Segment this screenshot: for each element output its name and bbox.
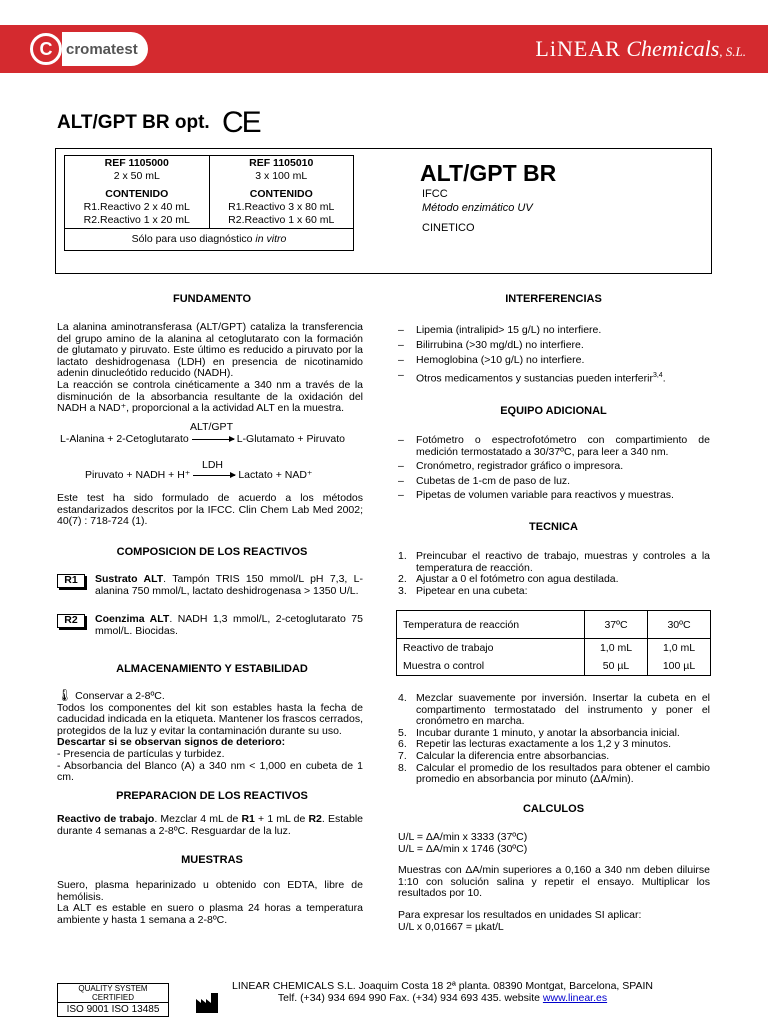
quality-certification: QUALITY SYSTEM CERTIFIED ISO 9001 ISO 13485 xyxy=(57,983,169,1017)
preparacion-text: Reactivo de trabajo. Mezclar 4 mL de R1 + 1 mL de R2. Estable durante 4 semanas a 2-8ºC. Resguardar de la luz. xyxy=(57,813,363,837)
list-item: 2. Ajustar a 0 el fotómetro con agua destilada. xyxy=(398,573,619,586)
list-item: 3. Pipetear en una cubeta: xyxy=(398,584,528,597)
product-info-box xyxy=(55,148,712,274)
interferencias-heading: INTERFERENCIAS xyxy=(505,293,602,305)
reaction-1: L-Alanina + 2-Cetoglutarato L-Glutamato + Piruvato xyxy=(60,433,345,445)
list-item: 4. Mezclar suavemente por inversión. Insertar la cubeta en el compartimento termostatado del instrumento y poner el cronómetro en marcha. xyxy=(398,692,710,728)
main-title: ALT/GPT BR xyxy=(420,160,557,186)
list-item: – Cubetas de 1-cm de paso de luz. xyxy=(398,476,710,488)
calculos-text: U/L = ΔA/min x 3333 (37ºC) U/L = ΔA/min x 1746 (30ºC) Muestras con ΔA/min superiores a 0,160 a 340 nm deben diluirse 1:10 con solución salina y repetir el ensayo. Multiplicar los resultados por 10. Para expresar los resultados en unidades SI aplicar: U/L x 0,01667 = µkat/L xyxy=(398,831,710,933)
cromatest-logo xyxy=(30,32,148,66)
list-item: 5. Incubar durante 1 minuto, y anotar la absorbancia inicial. xyxy=(398,726,680,739)
fundamento-text: La alanina aminotransferasa (ALT/GPT) cataliza la transferencia del grupo amino de la alanina al cetoglutarato con la formación de glutamato y piruvato. Este último es reducido a piruvato por la lactato deshidrogenasa (LDH) en presencia de nicotinamido adenin dinucleótido reducido (NADH). La reacción se controla cinéticamente a 340 nm a través de la disminución de la absorbancia resultante de la oxidación del NADH a NAD⁺, proporcional a la actividad ALT en la muestra. xyxy=(57,321,363,415)
equipo-heading: EQUIPO ADICIONAL xyxy=(500,405,607,417)
arrow-icon xyxy=(192,439,234,440)
list-item: – Lipemia (intralipid> 15 g/L) no interfiere. xyxy=(398,323,710,338)
list-item: – Hemoglobina (>10 g/L) no interfiere. xyxy=(398,353,710,368)
tecnica-steps-b xyxy=(398,693,710,786)
almacenamiento-heading: ALMACENAMIENTO Y ESTABILIDAD xyxy=(116,663,308,675)
tecnica-heading: TECNICA xyxy=(529,521,578,533)
thermometer-icon: 🌡 xyxy=(57,688,73,702)
diagnostic-note: Sólo para uso diagnóstico in vitro xyxy=(65,229,354,251)
calculos-heading: CALCULOS xyxy=(522,803,585,815)
list-item: – Fotómetro o espectrofotómetro con compartimiento de medición termostatado a 30/37ºC, para leer a 340 nm. xyxy=(398,435,710,458)
list-item: 6. Repetir las lecturas exactamente a los 1,2 y 3 minutos. xyxy=(398,738,672,751)
composicion-heading: COMPOSICION DE LOS REACTIVOS xyxy=(116,546,308,558)
list-item: – Pipetas de volumen variable para reactivos y muestras. xyxy=(398,490,710,502)
list-item: – Bilirrubina (>30 mg/dL) no interfiere. xyxy=(398,338,710,353)
arrow-icon xyxy=(193,475,235,476)
reagent-r1: R1 Sustrato ALT. Tampón TRIS 150 mmol/L pH 7,3, L-alanina 750 mmol/L, lactato deshidrogenasa > 1350 U/L. xyxy=(57,574,363,597)
preparacion-heading: PREPARACION DE LOS REACTIVOS xyxy=(116,790,308,802)
muestras-heading: MUESTRAS xyxy=(181,854,243,866)
linear-logo: LiNEAR Chemicals, S.L. xyxy=(535,36,746,61)
ref-table: REF 1105000 2 x 50 mL CONTENIDO R1.Reactivo 2 x 40 mL R2.Reactivo 1 x 20 mL REF 1105010 3 x 100 mL CONTENIDO R1.Reactivo 3 x 80 mL R2.Reactivo 1 x 60 mL Sólo para uso diagnóstico in vitro xyxy=(64,155,354,251)
pipetting-table: Temperatura de reacción 37ºC 30ºC Reactivo de trabajo 1,0 mL 1,0 mL Muestra o control 50 µL 100 µL xyxy=(396,610,711,676)
list-item: – Otros medicamentos y sustancias pueden interferir$^{3,4}$. xyxy=(398,368,710,387)
footer-address: LINEAR CHEMICALS S.L. Joaquim Costa 18 2ª planta. 08390 Montgat, Barcelona, SPAIN Telf. (+34) 934 694 990 Fax. (+34) 934 693 435. website www.linear.es xyxy=(232,980,653,1004)
muestras-text: Suero, plasma heparinizado u obtenido con EDTA, libre de hemólisis. La ALT es estable en suero o plasma 24 horas a temperatura ambiente y hasta 1 semana a 2-8ºC. xyxy=(57,879,363,926)
almacenamiento-text: 🌡 Conservar a 2-8ºC. Todos los componentes del kit son estables hasta la fecha de caducidad indicada en la etiqueta. Mantener los frascos cerrados, protegidos de la luz y evitar la contaminación durante su uso. Descartar si se observan signos de deterioro: - Presencia de partículas y turbidez. - Absorbancia del Blanco (A) a 340 nm < 1,000 en cubeta de 1 cm. xyxy=(57,688,363,784)
reaction-2: Piruvato + NADH + H⁺ Lactato + NAD⁺ xyxy=(85,469,313,481)
cromatest-text: cromatest xyxy=(66,40,138,58)
tecnica-steps-a xyxy=(398,551,710,597)
cromatest-c-icon: C xyxy=(30,33,62,65)
interferencias-list xyxy=(398,323,710,387)
product-title: ALT/GPT BR opt. xyxy=(57,112,210,133)
manufacturer-icon xyxy=(196,993,218,1016)
fundamento-ref: Este test ha sido formulado de acuerdo a los métodos estandarizados descritos por la IFCC. Clin Chem Lab Med 2002; 40(7) : 718-724 (1). xyxy=(57,492,363,528)
method-info: IFCC Método enzimático UV CINETICO xyxy=(422,188,533,234)
list-item: 1. Preincubar el reactivo de trabajo, muestras y controles a la temperatura de reacción. xyxy=(398,550,710,574)
list-item: – Cronómetro, registrador gráfico o impresora. xyxy=(398,461,710,473)
reagent-r2: R2 Coenzima ALT. NADH 1,3 mmol/L, 2-cetoglutarato 75 mmol/L. Biocidas. xyxy=(57,614,363,637)
list-item: 8. Calcular el promedio de los resultados para obtener el cambio promedio en absorbancia por minuto (ΔA/min). xyxy=(398,761,710,786)
list-item: 7. Calcular la diferencia entre absorbancias. xyxy=(398,749,610,762)
ce-mark-icon: CE xyxy=(222,106,260,139)
equipo-list xyxy=(398,435,710,502)
fundamento-heading: FUNDAMENTO xyxy=(172,293,251,305)
website-link[interactable]: www.linear.es xyxy=(542,992,608,1004)
